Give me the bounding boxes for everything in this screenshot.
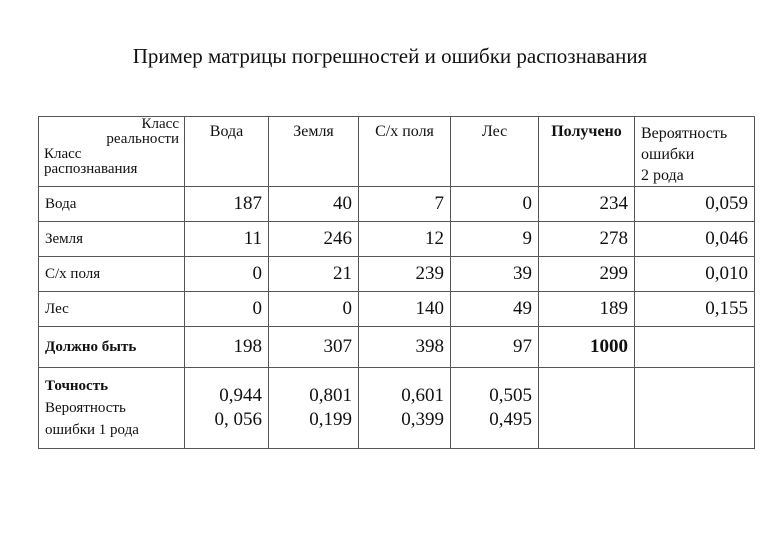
table-cell: 0	[269, 292, 359, 327]
table-cell: 40	[269, 187, 359, 222]
header-row	[39, 117, 755, 187]
table-cell: 187	[185, 187, 269, 222]
confusion-matrix-table	[38, 116, 755, 449]
corner-header-cell	[39, 117, 185, 187]
corner-real-class-label: Класс реальности	[106, 116, 179, 147]
table-cell: 0	[185, 257, 269, 292]
row-label-should-be: Должно быть	[39, 327, 185, 368]
table-cell: 239	[359, 257, 451, 292]
table-cell: 189	[539, 292, 635, 327]
table-cell: 7	[359, 187, 451, 222]
col-header-polucheno: Получено	[539, 117, 635, 187]
table-cell: 9	[451, 222, 539, 257]
table-cell: 278	[539, 222, 635, 257]
empty-cell	[539, 368, 635, 449]
col-header-les: Лес	[451, 117, 539, 187]
row-label: Вода	[39, 187, 185, 222]
total-cell: 1000	[539, 327, 635, 368]
page-title: Пример матрицы погрешностей и ошибки распознавания	[132, 44, 648, 68]
table-cell: 11	[185, 222, 269, 257]
table-cell: 0,046	[635, 222, 755, 257]
table-cell: 234	[539, 187, 635, 222]
col-header-sh-polya: С/х поля	[359, 117, 451, 187]
row-label: С/х поля	[39, 257, 185, 292]
accuracy-cell: 0,601 0,399	[359, 368, 451, 449]
corner-recognized-class-label: Класс распознавания	[44, 146, 138, 177]
row-label: Лес	[39, 292, 185, 327]
empty-cell	[635, 368, 755, 449]
table-cell: 39	[451, 257, 539, 292]
table-cell: 49	[451, 292, 539, 327]
col-header-voda: Вода	[185, 117, 269, 187]
table-cell: 398	[359, 327, 451, 368]
table-cell: 0,059	[635, 187, 755, 222]
empty-cell	[635, 327, 755, 368]
col-header-error-type2: Вероятность ошибки 2 рода	[635, 117, 755, 187]
table-cell: 12	[359, 222, 451, 257]
table-cell: 140	[359, 292, 451, 327]
table-row	[39, 257, 755, 292]
table-row	[39, 222, 755, 257]
table-cell: 299	[539, 257, 635, 292]
table-cell: 0,155	[635, 292, 755, 327]
table-cell: 21	[269, 257, 359, 292]
table-cell: 97	[451, 327, 539, 368]
table-cell: 307	[269, 327, 359, 368]
row-label-accuracy: Точность Вероятность ошибки 1 рода	[39, 368, 185, 449]
col-header-zemlya: Земля	[269, 117, 359, 187]
table-row	[39, 187, 755, 222]
should-be-row	[39, 327, 755, 368]
accuracy-cell: 0,944 0, 056	[185, 368, 269, 449]
table-cell: 198	[185, 327, 269, 368]
accuracy-row	[39, 368, 755, 449]
accuracy-cell: 0,801 0,199	[269, 368, 359, 449]
row-label: Земля	[39, 222, 185, 257]
table-cell: 0	[185, 292, 269, 327]
table-cell: 0	[451, 187, 539, 222]
accuracy-cell: 0,505 0,495	[451, 368, 539, 449]
table-cell: 246	[269, 222, 359, 257]
table-row	[39, 292, 755, 327]
table-cell: 0,010	[635, 257, 755, 292]
